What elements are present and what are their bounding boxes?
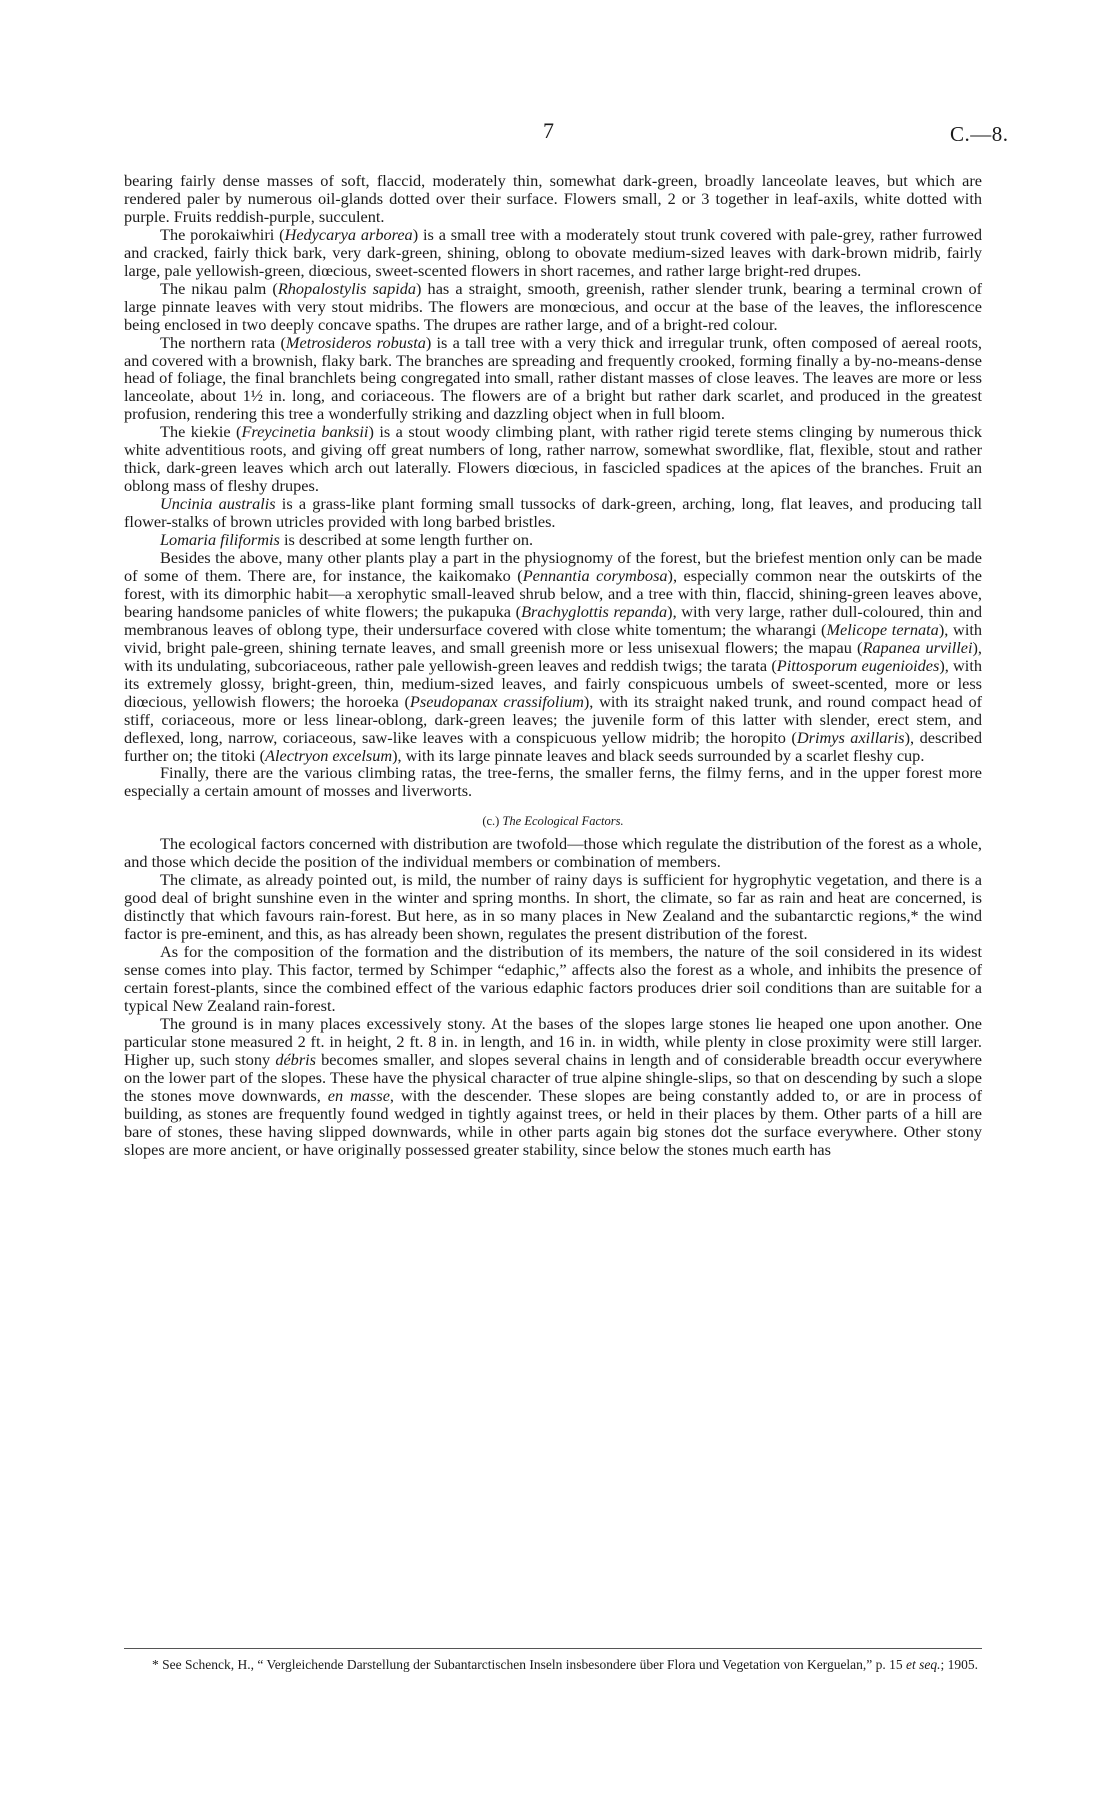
species-descriptions xyxy=(124,172,982,800)
paragraph: Lomaria filiformis is described at some length further on. xyxy=(160,530,534,550)
paragraph: The porokaiwhiri (Hedycarya arborea) is a small tree with a moderately stout trunk covered with pale-grey, rather furrowed and cracked, fairly thick bark, very dark-green, shining, oblong to obovate medium-sized leaves with dark-brown midrib, fairly large, pale yellowish-green, diœcious, sweet-scented flowers in short racemes, and rather large bright-red drupes. xyxy=(124,224,982,280)
body-text xyxy=(124,172,982,1159)
paragraph: As for the composition of the formation and the distribution of its members, the nature of the soil considered in its widest sense comes into play. This factor, termed by Schimper “edaphic,” affects also the forest as a whole, and inhibits the presence of certain forest-plants, since the combined effect of the various edaphic factors produces drier soil conditions than are suitable for a typical New Zealand rain-forest. xyxy=(124,942,982,1015)
paragraph: Besides the above, many other plants play a part in the physiognomy of the forest, but the briefest mention only can be made of some of them. There are, for instance, the kaikomako (Pennantia corymbosa), especially common near the outskirts of the forest, with its dimorphic habit—a xerophytic small-leaved shrub below, and a tree with thin, flaccid, shining-green leaves above, bearing handsome panicles of white flowers; the pukapuka (Brachyglottis repanda), with very large, rather dull-coloured, thin and membranous leaves of oblong type, their undersurface covered with close white tomentum; the wharangi (Melicope ternata), with vivid, bright pale-green, shining ternate leaves, and small greenish more or less unisexual flowers; the mapau (Rapanea urvillei), with its undulating, subcoriaceous, rather pale yellowish-green leaves and reddish twigs; the tarata (Pittosporum eugenioides), with its extremely glossy, bright-green, thin, medium-sized leaves, and fairly conspicuous umbels of sweet-scented, more or less diœcious, yellowish flowers; the horoeka (Pseudopanax crassifolium), with its straight naked trunk, and round compact head of stiff, coriaceous, more or less linear-oblong, dark-green leaves; the juvenile form of this latter with slender, erect stem, and deflexed, long, narrow, coriaceous, saw-like leaves with a conspicuous yellow midrib; the horopito (Drimys axillaris), described further on; the titoki (Alectryon excelsum), with its large pinnate leaves and black seeds surrounded by a scarlet fleshy cup. xyxy=(124,548,983,765)
paragraph: The nikau palm (Rhopalostylis sapida) has a straight, smooth, greenish, rather slender trunk, bearing a terminal crown of large pinnate leaves with very stout midribs. The flowers are monœcious, and occur at the base of the leaves, the inflorescence being enclosed in two deeply concave spaths. The drupes are rather large, and of a bright-red colour. xyxy=(124,278,983,334)
paragraph: The northern rata (Metrosideros robusta) is a tall tree with a very thick and irregular trunk, often composed of aereal roots, and covered with a brownish, flaky bark. The branches are spreading and frequently crooked, forming finally a by-no-means-dense head of foliage, the final branchlets being congregated into small, rather distant masses of close leaves. The leaves are more or less lanceolate, about 1½ in. long, and coriaceous. The flowers are of a bright but rather dark scarlet, and produced in the greatest profusion, rendering this tree a wonderfully striking and dazzling object when in full bloom. xyxy=(124,332,983,424)
paragraph: Finally, there are the various climbing ratas, the tree-ferns, the smaller ferns, the filmy ferns, and in the upper forest more especially a certain amount of mosses and liverworts. xyxy=(124,763,982,801)
paragraph: bearing fairly dense masses of soft, flaccid, moderately thin, somewhat dark-green, broadly lanceolate leaves, but which are rendered paler by numerous oil-glands dotted over their surface. Flowers small, 2 or 3 together in leaf-axils, white dotted with purple. Fruits reddish-purple, succulent. xyxy=(124,171,982,226)
paragraph: The ecological factors concerned with distribution are twofold—those which regulate the distribution of the forest as a whole, and those which decide the position of the individual members or combination of members. xyxy=(124,834,982,872)
paragraph: The ground is in many places excessively stony. At the bases of the slopes large stones lie heaped one upon another. One particular stone measured 2 ft. in height, 2 ft. 8 in. in length, and 16 in. in width, while plenty in close proximity were still larger. Higher up, such stony débris becomes smaller, and slopes several chains in length and of considerable breadth occur everywhere on the lower part of the slopes. These have the physical character of true alpine shingle-slips, so that on descending by such a slope the stones move downwards, en masse, with the descender. These slopes are being constantly added to, or are in process of building, as stones are frequently found wedged in tightly against trees, or held in their places by them. Other parts of a hill are bare of stones, these having slipped downwards, while in other parts again big stones dot the surface everywhere. Other stony slopes are more ancient, or have originally possessed greater stability, since below the stones much earth has xyxy=(124,1013,983,1159)
footnote-divider xyxy=(124,1648,982,1649)
document-reference: C.—8. xyxy=(950,122,1009,146)
page-number: 7 xyxy=(543,118,554,143)
ecological-factors-text xyxy=(124,835,982,1158)
footnote-text: * See Schenck, H., “ Vergleichende Darstellung der Subantarctischen Inseln insbesondere über Flora und Vegetation von Kerguelan,” p. 15 et seq.; 1905. xyxy=(152,1657,979,1672)
footnote xyxy=(124,1657,982,1673)
paragraph: Uncinia australis is a grass-like plant forming small tussocks of dark-green, arching, long, flat leaves, and producing tall flower-stalks of brown utricles provided with long barbed bristles. xyxy=(124,494,982,532)
section-heading: (c.) The Ecological Factors. xyxy=(482,814,624,829)
paragraph: The kiekie (Freycinetia banksii) is a stout woody climbing plant, with rather rigid terete stems clinging by numerous thick white adventitious roots, and giving off great numbers of long, rather narrow, somewhat swordlike, flat, flexible, stout and rather thick, dark-green leaves which arch out laterally. Flowers diœcious, in fascicled spadices at the apices of the branches. Fruit an oblong mass of fleshy drupes. xyxy=(124,422,982,496)
paragraph: The climate, as already pointed out, is mild, the number of rainy days is sufficient for hygrophytic vegetation, and there is a good deal of bright sunshine even in the winter and spring months. In short, the climate, so far as rain and heat are concerned, is distinctly that which favours rain-forest. But here, as in so many places in New Zealand and the subantarctic regions,* the wind factor is pre-eminent, and this, as has already been shown, regulates the present distribution of the forest. xyxy=(124,870,982,944)
